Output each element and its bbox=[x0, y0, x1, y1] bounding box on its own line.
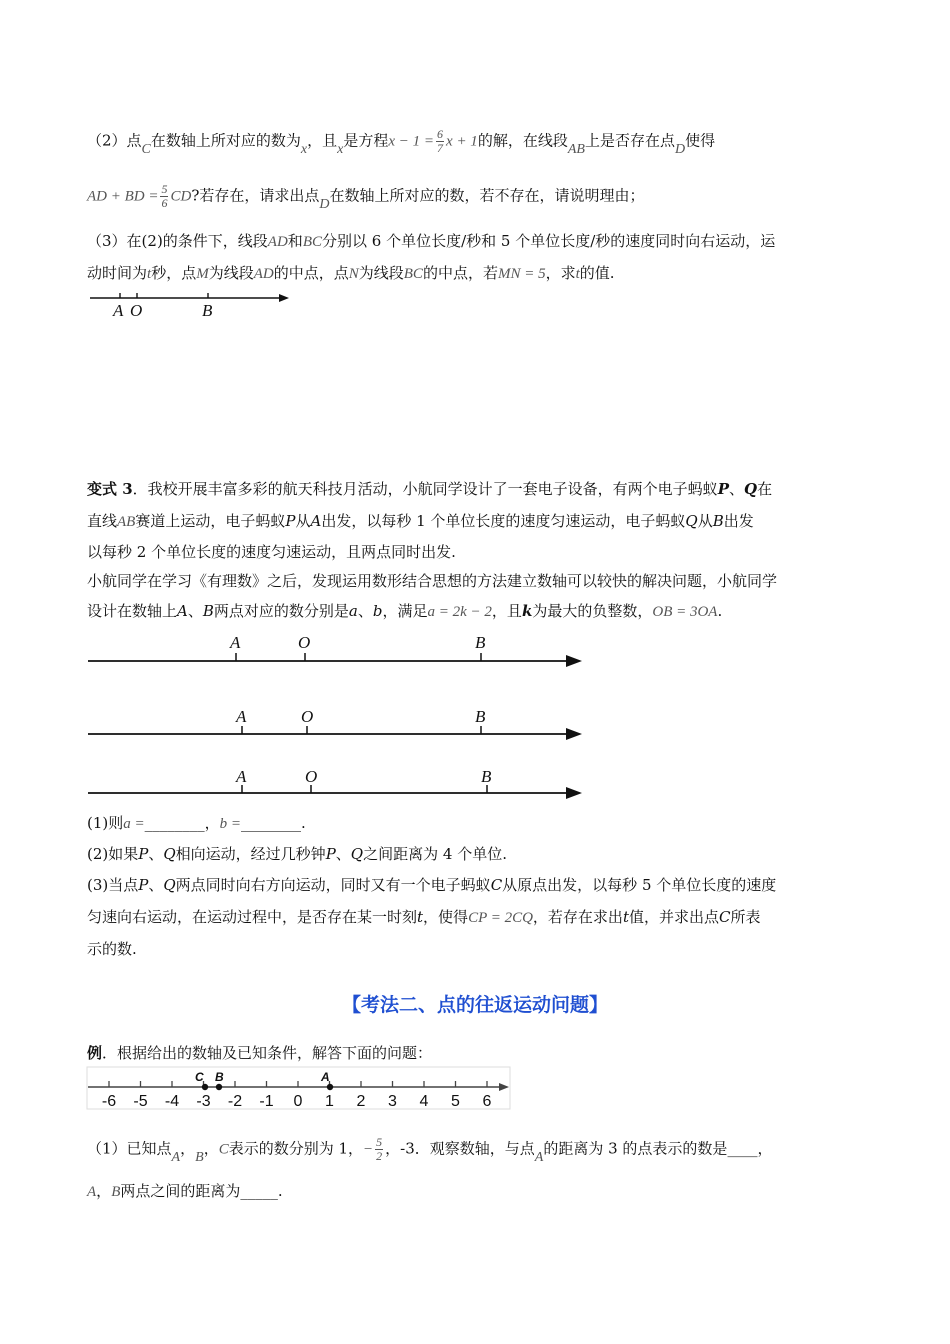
text: 在 bbox=[757, 480, 773, 498]
text: ，且 bbox=[307, 131, 338, 150]
tick-group bbox=[102, 1081, 492, 1110]
math-var: BC bbox=[302, 234, 322, 250]
text: ，且 bbox=[491, 602, 522, 620]
math-var: Q bbox=[743, 480, 758, 498]
label-A: A bbox=[236, 707, 247, 726]
text: 分别以 6 个单位长度/秒和 5 个单位长度/秒的速度同时向右运动，运 bbox=[321, 232, 776, 250]
tick-label: -6 bbox=[101, 1093, 117, 1110]
text: 两点之间的距离为 bbox=[120, 1182, 241, 1200]
v3-line3: 以每秒 2 个单位长度的速度匀速运动，且两点同时出发. bbox=[87, 543, 456, 561]
text: 在数轴上所对应的数为 bbox=[150, 131, 301, 150]
math-var: A bbox=[310, 512, 322, 530]
point-B bbox=[216, 1084, 222, 1090]
axis-arrow bbox=[566, 655, 582, 667]
text: 从 bbox=[295, 512, 311, 530]
axis-arrow bbox=[499, 1083, 509, 1091]
text: 赛道上运动，电子蚂蚁 bbox=[135, 512, 286, 530]
tick-label: -1 bbox=[259, 1093, 274, 1110]
text: 、 bbox=[728, 480, 744, 498]
math-var: AB bbox=[567, 141, 585, 157]
text: ．根据给出的数轴及已知条件，解答下面的问题： bbox=[102, 1044, 433, 1062]
text: 上是否存在点 bbox=[584, 131, 675, 150]
text: 、 bbox=[148, 876, 164, 894]
math-var: x bbox=[300, 141, 308, 157]
math-var: C bbox=[490, 876, 503, 894]
tick-label: 5 bbox=[451, 1093, 460, 1110]
point-C bbox=[202, 1084, 208, 1090]
number-line-3a bbox=[88, 633, 582, 667]
v3-q3c: 示的数. bbox=[87, 940, 137, 958]
text: ，使得 bbox=[423, 908, 469, 926]
math-expr: x − 1 = bbox=[388, 133, 435, 150]
text: 从 bbox=[697, 512, 713, 530]
math-var: Q bbox=[163, 876, 176, 894]
math-var: C bbox=[141, 141, 151, 157]
text: 所表 bbox=[730, 908, 761, 926]
math-var: A bbox=[171, 1149, 181, 1165]
math-var: P bbox=[138, 845, 149, 863]
math-var: D bbox=[674, 141, 686, 157]
text: ， bbox=[180, 1139, 196, 1158]
text: (2)如果 bbox=[87, 845, 139, 863]
math-expr: a = 2k − 2 bbox=[427, 604, 492, 620]
fraction: $\frac{5}{2}$ bbox=[376, 1135, 383, 1163]
text: （3）在(2)的条件下，线段 bbox=[87, 232, 268, 250]
text: 的值. bbox=[579, 264, 615, 282]
math-var: P bbox=[325, 845, 336, 863]
tick-label: 4 bbox=[419, 1093, 429, 1110]
tick-label: 0 bbox=[293, 1093, 303, 1110]
math-var: BC bbox=[403, 266, 423, 282]
math-var: t bbox=[147, 266, 152, 282]
v3-line4: 小航同学在学习《有理数》之后，发现运用数形结合思想的方法建立数轴可以较快的解决问题，小航同学 bbox=[87, 572, 778, 590]
math-expr: AD + BD = bbox=[87, 188, 159, 205]
text: ．我校开展丰富多彩的航天科技月活动，小航同学设计了一套电子设备，有两个电子蚂蚁 bbox=[132, 480, 718, 498]
label-B: B bbox=[475, 633, 486, 652]
label-A: A bbox=[236, 767, 247, 786]
point-label-C: C bbox=[195, 1070, 204, 1084]
text: ?若存在，请求出点 bbox=[191, 186, 320, 205]
number-line-3c bbox=[88, 767, 582, 799]
tick-label: 6 bbox=[482, 1093, 492, 1110]
label-O: O bbox=[301, 707, 314, 726]
text: . bbox=[301, 814, 306, 832]
answer-blank: _____ bbox=[240, 1182, 278, 1200]
tick-label: 2 bbox=[356, 1093, 366, 1110]
math-var: A bbox=[87, 1184, 97, 1200]
tick-label: 1 bbox=[325, 1093, 334, 1110]
math-var: AD bbox=[267, 234, 288, 250]
text: 动时间为 bbox=[87, 264, 148, 282]
text: ，求 bbox=[545, 264, 576, 282]
math-var: t bbox=[622, 908, 629, 926]
text: 匀速向右运动，在运动过程中，是否存在某一时刻 bbox=[87, 908, 418, 926]
axis-arrow bbox=[279, 294, 289, 302]
text: 、 bbox=[335, 845, 351, 863]
math-var: B bbox=[111, 1184, 121, 1200]
math-var: P bbox=[138, 876, 149, 894]
math-var: t bbox=[575, 266, 580, 282]
math-var: A bbox=[177, 602, 188, 620]
tick-label: 3 bbox=[388, 1093, 397, 1110]
text: 两点对应的数分别是 bbox=[213, 602, 349, 620]
math-var: Q bbox=[163, 845, 176, 863]
point-label-A: A bbox=[321, 1070, 330, 1084]
answer-blank: ________ bbox=[144, 814, 205, 832]
text: 出发 bbox=[723, 512, 754, 530]
text: 使得 bbox=[685, 131, 716, 150]
tick-label: -3 bbox=[196, 1093, 211, 1110]
text: 值，并求出点 bbox=[628, 908, 719, 926]
text: （1）已知点 bbox=[87, 1139, 172, 1158]
text: 、 bbox=[357, 602, 373, 620]
math-var: a bbox=[348, 602, 358, 620]
math-expr: a = bbox=[123, 816, 145, 832]
variant-title: 变式 3 bbox=[87, 480, 133, 498]
text: 为线段 bbox=[208, 264, 254, 282]
math-expr: MN = 5 bbox=[497, 266, 546, 282]
math-var: C bbox=[218, 1141, 229, 1158]
tick-label: -4 bbox=[164, 1093, 180, 1110]
text: 、 bbox=[148, 845, 164, 863]
math-expr: b = bbox=[219, 816, 242, 832]
label-B: B bbox=[202, 301, 213, 320]
example-number-line bbox=[87, 1067, 510, 1110]
math-expr: OB = 3OA bbox=[652, 604, 718, 620]
point-label-B: B bbox=[215, 1070, 224, 1084]
text: （2）点 bbox=[87, 131, 142, 150]
math-var: x bbox=[337, 141, 344, 157]
math-var: N bbox=[348, 266, 359, 282]
math-var: B bbox=[202, 602, 214, 620]
text: 是方程 bbox=[343, 131, 389, 150]
text: (3)当点 bbox=[87, 876, 139, 894]
axis-arrow bbox=[566, 728, 582, 740]
label-O: O bbox=[298, 633, 311, 652]
text: ，满足 bbox=[382, 602, 428, 620]
math-var: Q bbox=[350, 845, 364, 863]
fraction: $\frac{6}{7}$ bbox=[437, 127, 444, 155]
text: 表示的数分别为 1， bbox=[228, 1139, 364, 1158]
text: 从原点出发，以每秒 5 个单位长度的速度 bbox=[502, 876, 777, 894]
axis-arrow bbox=[566, 787, 582, 799]
label-B: B bbox=[475, 707, 486, 726]
text: 两点同时向右方向运动，同时又有一个电子蚂蚁 bbox=[175, 876, 491, 894]
answer-blank: ____ bbox=[727, 1139, 758, 1158]
text: ， bbox=[757, 1139, 773, 1158]
label-O: O bbox=[130, 301, 143, 320]
math-expr: CP = 2CQ bbox=[468, 910, 533, 926]
text: 为线段 bbox=[358, 264, 404, 282]
tick-label: -2 bbox=[227, 1093, 243, 1110]
text: 在数轴上所对应的数，若不存在，请说明理由； bbox=[329, 186, 645, 205]
text: 、 bbox=[187, 602, 203, 620]
math-var: t bbox=[417, 908, 424, 926]
math-expr: − bbox=[363, 1141, 374, 1158]
number-line-1 bbox=[90, 293, 289, 320]
fraction: $\frac{5}{6}$ bbox=[161, 182, 168, 210]
math-expr: x + 1 bbox=[446, 133, 478, 150]
math-var: Q bbox=[685, 512, 698, 530]
math-var: B bbox=[195, 1149, 204, 1165]
tick-label: -5 bbox=[133, 1093, 148, 1110]
math-var: b bbox=[372, 602, 383, 620]
text: 为最大的负整数， bbox=[532, 602, 653, 620]
text: 和 bbox=[287, 232, 303, 250]
text: 相向运动，经过几秒钟 bbox=[175, 845, 326, 863]
text: . bbox=[717, 602, 723, 620]
text: ， bbox=[204, 814, 220, 832]
text: 设计在数轴上 bbox=[87, 602, 178, 620]
text: 直线 bbox=[87, 512, 118, 530]
math-var: A bbox=[534, 1149, 544, 1165]
label-B: B bbox=[481, 767, 492, 786]
math-var: C bbox=[718, 908, 731, 926]
text: . bbox=[277, 1182, 283, 1200]
math-var: CD bbox=[170, 188, 192, 205]
math-var: AD bbox=[253, 266, 274, 282]
math-var: P bbox=[717, 480, 729, 498]
point-A bbox=[327, 1084, 333, 1090]
math-var: M bbox=[196, 266, 209, 282]
text: 的中点，若 bbox=[422, 264, 498, 282]
section-heading: 【考法二、点的往返运动问题】 bbox=[341, 994, 608, 1016]
text: ， bbox=[96, 1182, 112, 1200]
example-title: 例 bbox=[87, 1044, 103, 1062]
math-var: D bbox=[319, 196, 330, 212]
text: ，-3．观察数轴，与点 bbox=[385, 1139, 535, 1158]
math-var: AB bbox=[117, 514, 136, 530]
math-var: P bbox=[285, 512, 296, 530]
text: 的解，在线段 bbox=[477, 131, 568, 150]
label-O: O bbox=[305, 767, 318, 786]
text: ，若存在求出 bbox=[532, 908, 623, 926]
answer-blank: ________ bbox=[241, 814, 302, 832]
text: 秒，点 bbox=[151, 264, 197, 282]
label-A: A bbox=[113, 301, 124, 320]
text: 的中点，点 bbox=[273, 264, 349, 282]
text: ， bbox=[203, 1139, 219, 1158]
label-A: A bbox=[230, 633, 241, 652]
text: 之间距离为 4 个单位. bbox=[363, 845, 507, 863]
text: (1)则 bbox=[87, 814, 124, 832]
math-var: k bbox=[521, 602, 533, 620]
math-var: B bbox=[712, 512, 724, 530]
text: 的距离为 3 的点表示的数是 bbox=[543, 1139, 728, 1158]
text: 出发，以每秒 1 个单位长度的速度匀速运动，电子蚂蚁 bbox=[321, 512, 686, 530]
number-line-3b bbox=[88, 707, 582, 740]
